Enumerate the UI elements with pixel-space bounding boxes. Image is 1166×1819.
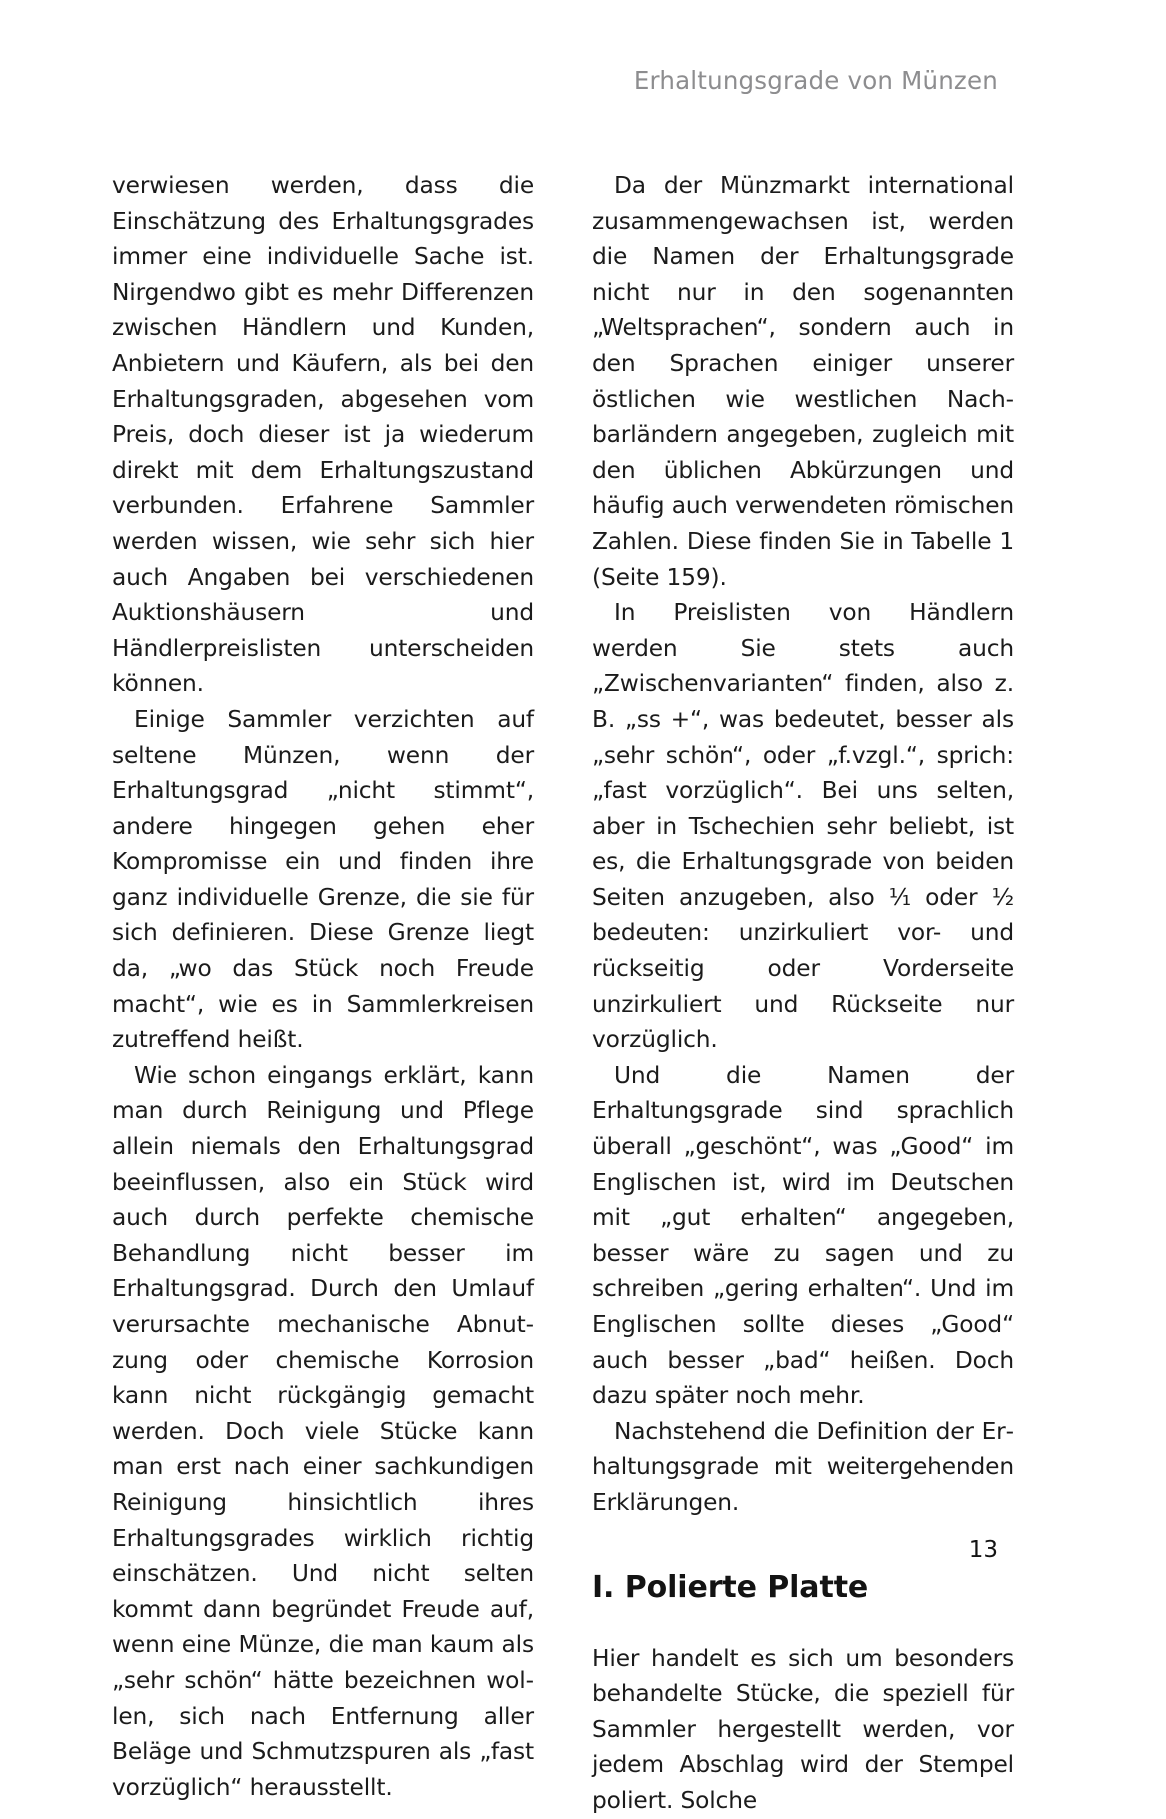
running-head: Erhaltungsgrade von Münzen xyxy=(633,66,998,95)
section-heading: I. Polierte Platte xyxy=(592,1569,869,1605)
left-column xyxy=(112,168,534,1819)
spacer xyxy=(592,1521,1014,1569)
paragraph: Wie schon eingangs erklärt, kann man durch Reinigung und Pflege allein niemals den Erhaltungsgrad beeinflussen, also ein Stück wird auch durch perfekte chemische Behandlung nicht besser im Erhaltungsgrad. Durch den Umlauf verursachte mechanische Abnutzung oder chemische Korrosion kann nicht rückgängig gemacht werden. Doch viele Stücke kann man erst nach einer sachkundigen Reinigung hinsichtlich ihres Erhaltungsgrades wirklich richtig einschätzen. Und nicht selten kommt dann begründet Freude auf, wenn eine Münze, die man kaum als „sehr schön“ hätte bezeichnen wollen, sich nach Entfernung aller Beläge und Schmutzspuren als „fast vorzüglich“ herausstellt. xyxy=(112,1061,534,1801)
right-column xyxy=(592,168,1014,1819)
paragraph: Da der Münzmarkt international zusammengewachsen ist, werden die Namen der Erhaltungsgrade nicht nur in den sogenannten „Weltsprachen“, sondern auch in den Sprachen einiger unserer östlichen wie westlichen Nachbarländern angegeben, zugleich mit den üblichen Abkürzungen und häufig auch verwendeten römischen Zahlen. Diese finden Sie in Tabelle 1 (Seite 159). xyxy=(592,172,1014,591)
spacer xyxy=(592,1607,1014,1641)
page-number: 13 xyxy=(968,1537,998,1563)
paragraph: In Preislisten von Händlern werden Sie stets auch „Zwischenvarianten“ finden, also z. B. „ss +“, was bedeutet, besser als „sehr schön“, oder „f.vzgl.“, sprich: „fast vorzüglich“. Bei uns selten, aber in Tschechien sehr beliebt, ist es, die Erhaltungsgrade von beiden Seiten anzugeben, also ⅟₁ oder ½ bedeuten: unzirkuliert vor- und rückseitig oder Vorderseite unzirkuliert und Rückseite nur vorzüglich. xyxy=(592,599,1014,1054)
paragraph: verwiesen werden, dass die Einschätzung des Erhaltungsgrades immer eine individuelle Sache ist. Nirgendwo gibt es mehr Differenzen zwischen Händlern und Kunden, Anbietern und Käufern, als bei den Erhaltungsgraden, abgesehen vom Preis, doch dieser ist ja wiederum direkt mit dem Erhaltungszustand verbunden. Erfahrene Sammler werden wissen, wie sehr sich hier auch Angaben bei verschiedenen Auktionshäusern und Händlerpreislisten unterscheiden können. xyxy=(112,172,534,698)
two-column-body xyxy=(112,168,1014,1819)
paragraph: Und die Namen der Erhaltungsgrade sind sprachlich überall „geschönt“, was „Good“ im Englischen ist, wird im Deutschen mit „gut erhalten“ angegeben, besser wäre zu sagen und zu schreiben „gering erhalten“. Und im Englischen sollte dieses „Good“ auch besser „bad“ heißen. Doch dazu später noch mehr. xyxy=(592,1061,1014,1410)
paragraph: Einige Sammler verzichten auf seltene Münzen, wenn der Erhaltungsgrad „nicht stimmt“, andere hingegen gehen eher Kompromisse ein und finden ihre ganz individuelle Grenze, die sie für sich definieren. Diese Grenze liegt da, „wo das Stück noch Freude macht“, wie es in Sammlerkreisen zutreffend heißt. xyxy=(112,705,534,1054)
paragraph: Hier handelt es sich um besonders behandelte Stücke, die speziell für Sammler hergestellt werden, vor jedem Abschlag wird der Stempel poliert. Solche xyxy=(592,1644,1014,1814)
paragraph: Nachstehend die Definition der Erhaltungsgrade mit weitergehenden Erklärungen. xyxy=(592,1417,1014,1516)
